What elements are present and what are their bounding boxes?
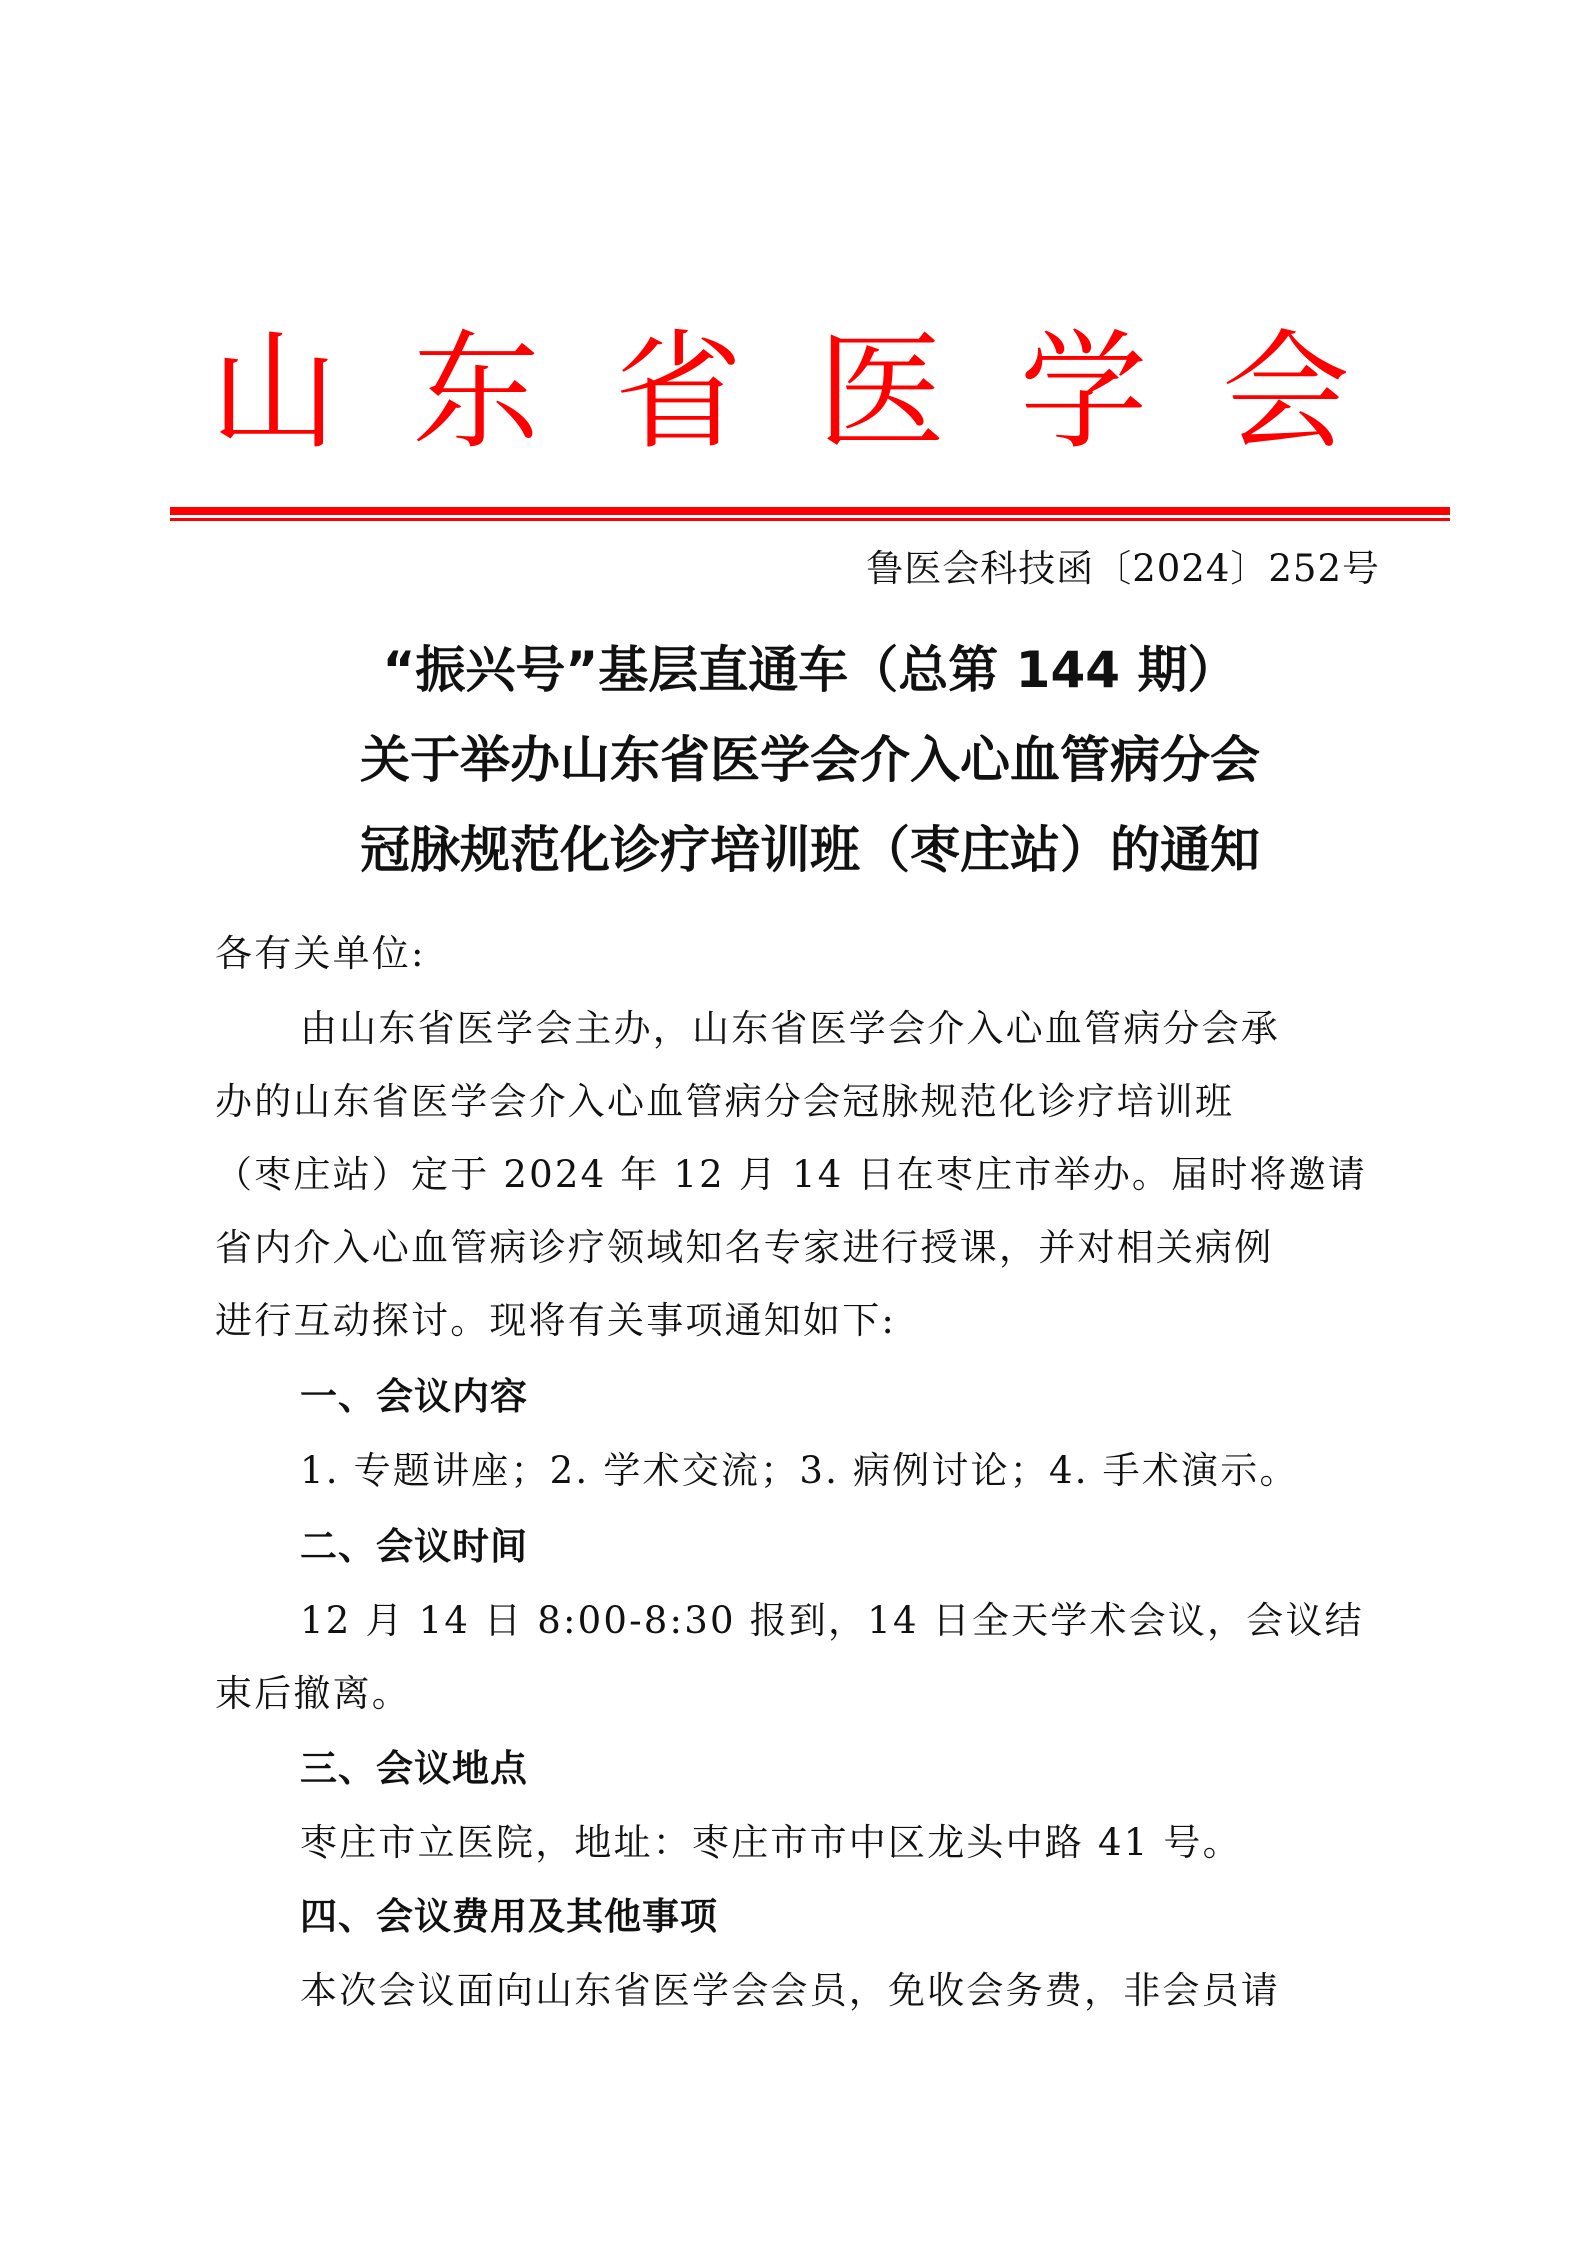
masthead-char: 山 (210, 318, 339, 467)
salutation: 各有关单位: (215, 932, 426, 975)
intro-line: 由山东省医学会主办，山东省医学会介入心血管病分会承 (300, 1007, 1280, 1050)
red-divider-thin (170, 518, 1450, 521)
org-masthead (210, 318, 1350, 468)
section-text: 本次会议面向山东省医学会会员，免收会务费，非会员请 (300, 1969, 1280, 2012)
section-heading-location: 三、会议地点 (300, 1747, 528, 1790)
masthead-char: 省 (614, 318, 743, 467)
red-divider-thick (170, 507, 1450, 515)
title-line-3: 冠脉规范化诊疗培训班（枣庄站）的通知 (360, 821, 1260, 879)
title-line-2: 关于举办山东省医学会介入心血管病分会 (360, 731, 1260, 789)
intro-line: （枣庄站）定于 2024 年 12 月 14 日在枣庄市举办。届时将邀请 (215, 1153, 1368, 1196)
intro-line: 办的山东省医学会介入心血管病分会冠脉规范化诊疗培训班 (215, 1080, 1235, 1123)
section-heading-fees: 四、会议费用及其他事项 (300, 1895, 718, 1938)
intro-line: 进行互动探讨。现将有关事项通知如下: (215, 1299, 897, 1342)
masthead-char: 会 (1221, 318, 1350, 467)
section-text: 12 月 14 日 8:00-8:30 报到，14 日全天学术会议，会议结 (300, 1599, 1364, 1642)
masthead-char: 医 (817, 318, 946, 467)
section-heading-content: 一、会议内容 (300, 1375, 528, 1418)
section-text: 枣庄市立医院，地址：枣庄市市中区龙头中路 41 号。 (300, 1821, 1242, 1864)
section-heading-time: 二、会议时间 (300, 1525, 528, 1568)
masthead-char: 东 (412, 318, 541, 467)
masthead-char: 学 (1019, 318, 1148, 467)
intro-line: 省内介入心血管病诊疗领域知名专家进行授课，并对相关病例 (215, 1226, 1274, 1269)
document-number: 鲁医会科技函〔2024〕252号 (866, 547, 1380, 590)
title-line-1: “振兴号”基层直通车（总第 144 期） (382, 641, 1238, 699)
section-text: 束后撤离。 (215, 1672, 411, 1715)
section-text: 1. 专题讲座；2. 学术交流；3. 病例讨论；4. 手术演示。 (300, 1449, 1299, 1492)
